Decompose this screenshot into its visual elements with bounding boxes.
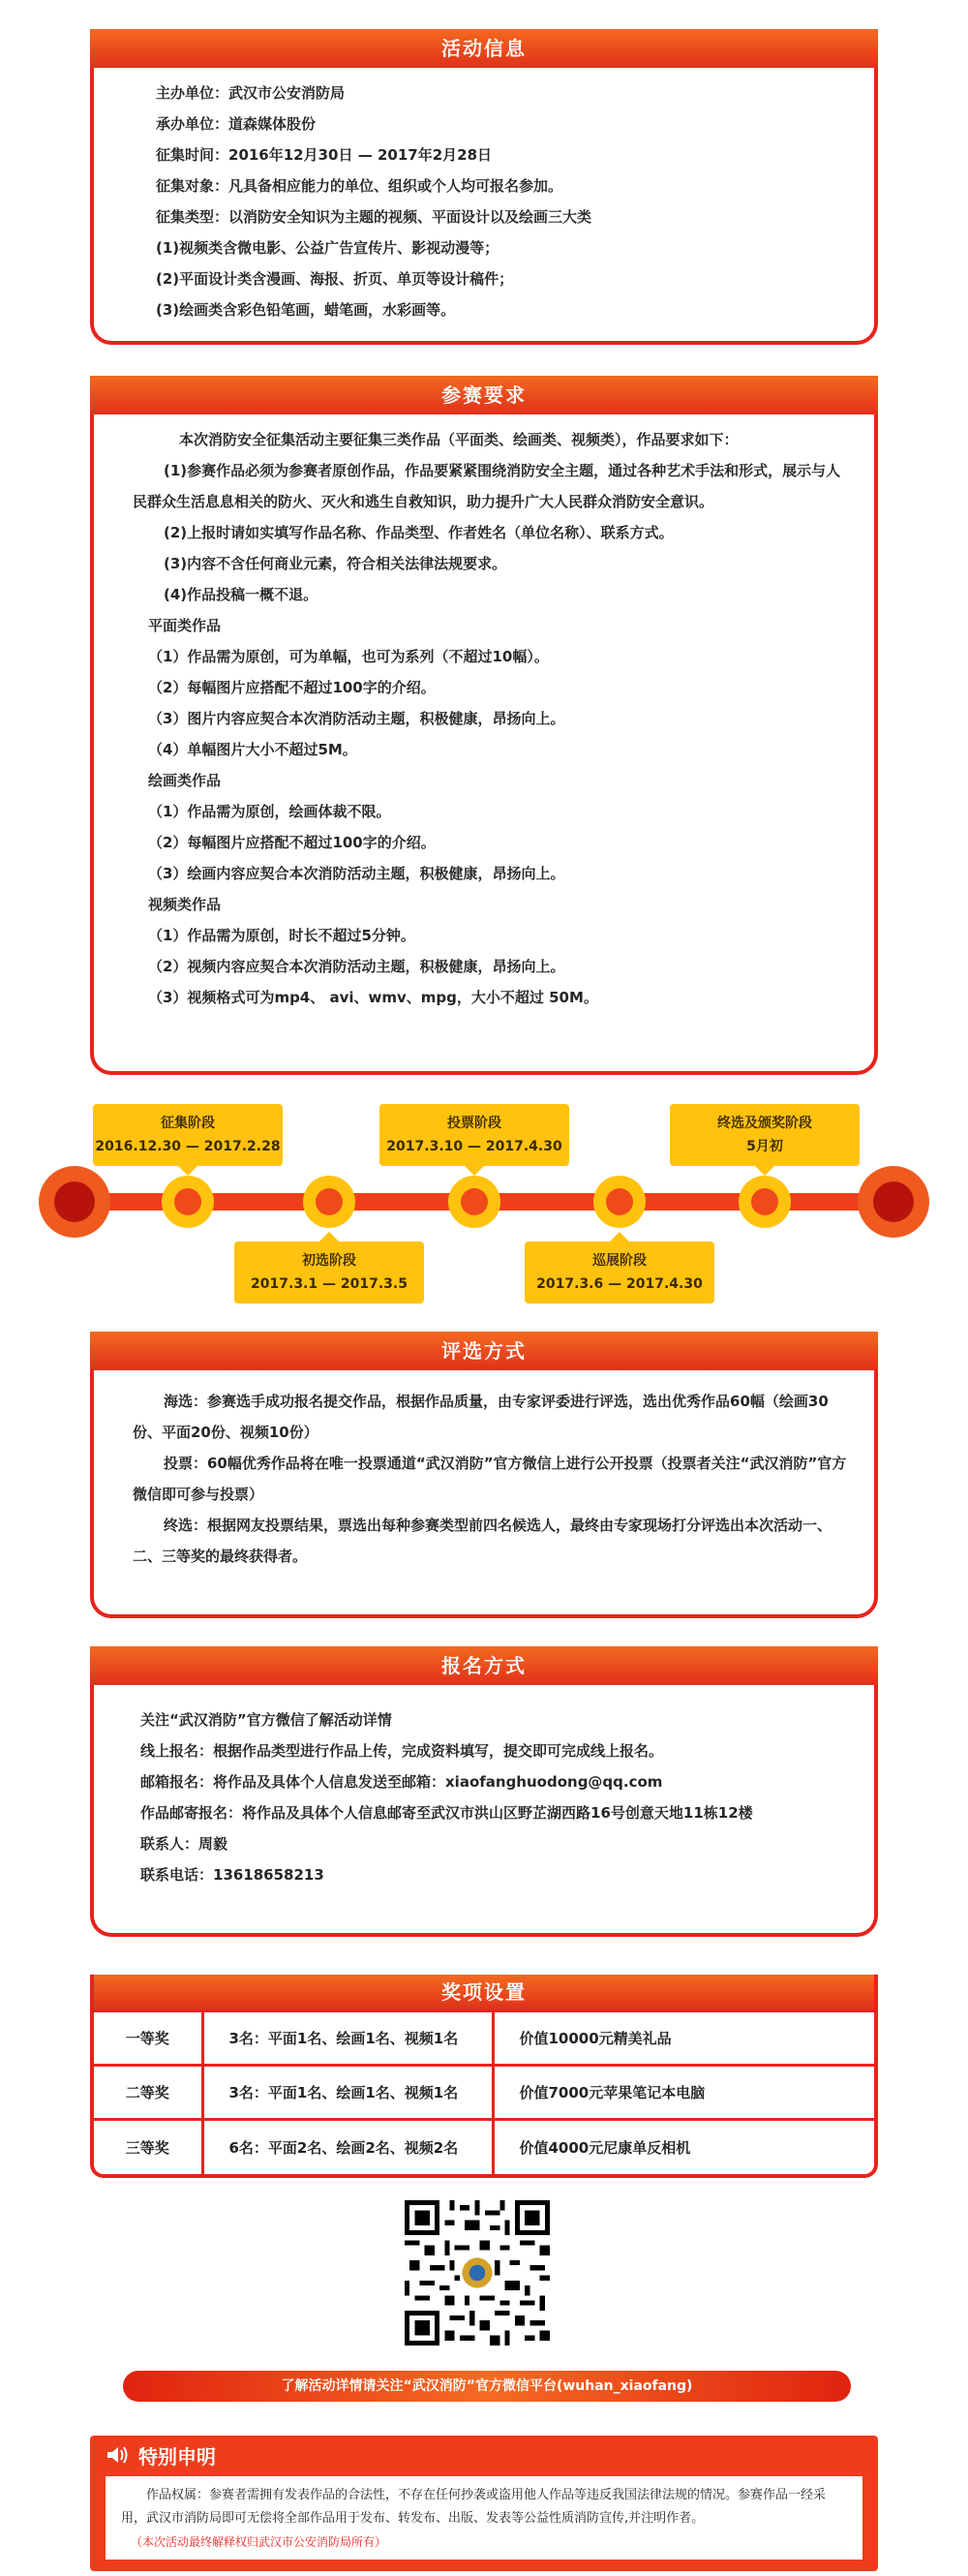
award-prize: 价值10000元精美礼品 xyxy=(493,2011,874,2066)
stage-date: 5月初 xyxy=(746,1139,783,1154)
notice-header xyxy=(90,2436,878,2474)
requirements-rule: (2)上报时请如实填写作品名称、作品类型、作者姓名（单位名称）、联系方式。 xyxy=(164,524,674,541)
info-line: 承办单位：道森媒体股份 xyxy=(156,115,317,133)
schedule-timeline xyxy=(39,1077,929,1309)
notice-footnote: （本次活动最终解释权归武汉市公安消防局所有） xyxy=(131,2535,387,2549)
judging-body xyxy=(94,1370,874,1585)
judging-card xyxy=(90,1332,878,1618)
timeline-node xyxy=(593,1176,646,1228)
award-quota: 3名：平面1名、绘画1名、视频1名 xyxy=(202,2066,493,2120)
table-row xyxy=(94,2120,874,2174)
award-prize: 价值7000元苹果笔记本电脑 xyxy=(493,2066,874,2120)
flat-rule: （3）图片内容应契合本次消防活动主题，积极健康，昂扬向上。 xyxy=(148,710,565,727)
paint-rule: （2）每幅图片应搭配不超过100字的介绍。 xyxy=(148,834,436,851)
flat-rule: （2）每幅图片应搭配不超过100字的介绍。 xyxy=(148,679,436,696)
info-line: (3)绘画类含彩色铅笔画，蜡笔画，水彩画等。 xyxy=(156,301,456,319)
requirements-title: 参赛要求 xyxy=(90,376,878,414)
timeline-node xyxy=(303,1176,355,1228)
timeline-stage-final xyxy=(670,1104,860,1166)
flat-category-title: 平面类作品 xyxy=(148,617,222,634)
paint-category-title: 绘画类作品 xyxy=(148,772,222,789)
stage-name: 初选阶段 xyxy=(302,1253,356,1269)
award-level: 一等奖 xyxy=(94,2011,202,2066)
award-prize: 价值4000元尼康单反相机 xyxy=(493,2120,874,2174)
qr-code-image xyxy=(405,2200,550,2346)
video-category-title: 视频类作品 xyxy=(148,896,222,913)
follow-wechat-banner: 了解活动详情请关注“武汉消防”官方微信平台(wuhan_xiaofang) xyxy=(123,2371,851,2402)
requirements-rule: (3)内容不含任何商业元素，符合相关法律法规要求。 xyxy=(164,555,507,572)
signup-body xyxy=(94,1685,874,1904)
info-line: (1)视频类含微电影、公益广告宣传片、影视动漫等； xyxy=(156,239,499,257)
timeline-stage-exhibit xyxy=(525,1242,714,1303)
requirements-rule: (4)作品投稿一概不退。 xyxy=(164,586,318,603)
stage-name: 征集阶段 xyxy=(161,1116,215,1131)
timeline-start-dot xyxy=(39,1166,110,1238)
info-line: 征集对象：凡具备相应能力的单位、组织或个人均可报名参加。 xyxy=(156,177,563,195)
timeline-stage-preselect xyxy=(234,1242,424,1303)
timeline-end-dot xyxy=(858,1166,929,1238)
video-rule: （1）作品需为原创，时长不超过5分钟。 xyxy=(148,927,415,944)
stage-date: 2016.12.30 — 2017.2.28 xyxy=(95,1139,281,1154)
signup-line: 线上报名：根据作品类型进行作品上传，完成资料填写，提交即可完成线上报名。 xyxy=(140,1742,664,1760)
info-line: (2)平面设计类含漫画、海报、折页、单页等设计稿件； xyxy=(156,270,514,288)
info-line: 征集类型：以消防安全知识为主题的视频、平面设计以及绘画三大类 xyxy=(156,208,592,226)
wechat-qr-code[interactable] xyxy=(405,2200,550,2346)
info-line: 征集时间：2016年12月30日 — 2017年2月28日 xyxy=(156,146,493,164)
signup-line: 联系人：周毅 xyxy=(140,1835,228,1853)
video-rule: （2）视频内容应契合本次消防活动主题，积极健康，昂扬向上。 xyxy=(148,958,565,975)
stage-date: 2017.3.1 — 2017.3.5 xyxy=(251,1276,408,1292)
table-row xyxy=(94,2066,874,2120)
awards-table xyxy=(94,2009,874,2174)
notice-text: 作品权属：参赛者需拥有发表作品的合法性，不存在任何抄袭或盗用他人作品等违反我国法律法规的情况。参赛作品一经采用，武汉市消防局即可无偿将全部作品用于发布、转发布、出版、发表等公益性质消防宣传,并注明作者。 xyxy=(121,2488,827,2526)
activity-info-body xyxy=(94,68,874,339)
timeline-stage-collect xyxy=(93,1104,283,1166)
award-level: 三等奖 xyxy=(94,2120,202,2174)
stage-date: 2017.3.10 — 2017.4.30 xyxy=(386,1139,562,1154)
video-rule: （3）视频格式可为mp4、 avi、wmv、mpg，大小不超过 50M。 xyxy=(148,989,598,1006)
signup-line: 作品邮寄报名：将作品及具体个人信息邮寄至武汉市洪山区野芷湖西路16号创意天地11栋12楼 xyxy=(140,1804,753,1822)
signup-line: 关注“武汉消防”官方微信了解活动详情 xyxy=(140,1711,392,1729)
judging-paragraph: 海选：参赛选手成功报名提交作品，根据作品质量，由专家评委进行评选，选出优秀作品60幅（绘画30份、平面20份、视频10份） xyxy=(133,1393,829,1441)
signup-card xyxy=(90,1646,878,1937)
requirements-body xyxy=(94,414,874,1027)
signup-phone-line: 联系电话：13618658213 xyxy=(140,1866,324,1884)
notice-title: 特别申明 xyxy=(138,2444,216,2469)
timeline-stage-vote xyxy=(379,1104,569,1166)
judging-paragraph: 投票：60幅优秀作品将在唯一投票通道“武汉消防”官方微信上进行公开投票（投票者关注“武汉消防”官方微信即可参与投票） xyxy=(133,1455,847,1503)
requirements-card xyxy=(90,376,878,1075)
award-quota: 6名：平面2名、绘画2名、视频2名 xyxy=(202,2120,493,2174)
speaker-icon xyxy=(106,2444,129,2466)
signup-email-line[interactable]: 邮箱报名：将作品及具体个人信息发送至邮箱：xiaofanghuodong@qq.com xyxy=(140,1773,663,1791)
paint-rule: （1）作品需为原创，绘画体裁不限。 xyxy=(148,803,391,820)
awards-table-card xyxy=(90,1975,878,2178)
stage-name: 终选及颁奖阶段 xyxy=(717,1116,812,1131)
special-notice xyxy=(90,2436,878,2571)
info-line: 主办单位：武汉市公安消防局 xyxy=(156,84,346,102)
judging-title: 评选方式 xyxy=(90,1332,878,1370)
stage-name: 巡展阶段 xyxy=(592,1253,647,1269)
stage-name: 投票阶段 xyxy=(447,1116,501,1131)
flat-rule: （1）作品需为原创，可为单幅，也可为系列（不超过10幅）。 xyxy=(148,648,549,665)
activity-info-card xyxy=(90,29,878,345)
stage-date: 2017.3.6 — 2017.4.30 xyxy=(536,1276,703,1292)
requirements-intro: 本次消防安全征集活动主要征集三类作品（平面类、绘画类、视频类），作品要求如下： xyxy=(179,431,739,448)
signup-title: 报名方式 xyxy=(90,1646,878,1685)
judging-paragraph: 终选：根据网友投票结果，票选出每种参赛类型前四名候选人，最终由专家现场打分评选出本次活动一、二、三等奖的最终获得者。 xyxy=(133,1517,832,1565)
activity-info-title: 活动信息 xyxy=(90,29,878,68)
award-level: 二等奖 xyxy=(94,2066,202,2120)
requirements-rule: (1)参赛作品必须为参赛者原创作品，作品要紧紧围绕消防安全主题，通过各种艺术手法和形式，展示与人民群众生活息息相关的防火、灭火和逃生自救知识，助力提升广大人民群众消防安全意识。 xyxy=(133,462,841,510)
table-row xyxy=(94,2011,874,2066)
flat-rule: （4）单幅图片大小不超过5M。 xyxy=(148,741,357,758)
award-quota: 3名：平面1名、绘画1名、视频1名 xyxy=(202,2011,493,2066)
notice-body xyxy=(106,2476,862,2560)
paint-rule: （3）绘画内容应契合本次消防活动主题，积极健康，昂扬向上。 xyxy=(148,865,565,882)
awards-title: 奖项设置 xyxy=(90,1975,878,2009)
timeline-node xyxy=(162,1176,214,1228)
timeline-node xyxy=(448,1176,500,1228)
timeline-node xyxy=(739,1176,791,1228)
